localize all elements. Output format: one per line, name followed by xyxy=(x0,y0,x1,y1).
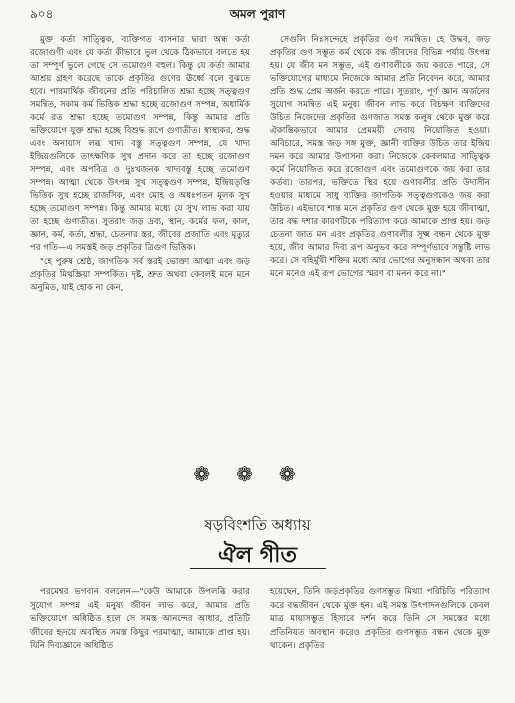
paragraph: হয়েছেন, তিনি জড়প্রকৃতির গুণসম্ভূত মিথ্যা পরিচিতি পরিত্যাগ করে বদ্ধজীবন থেকে মুক্ত হন। এই সমস্ত উৎপাদনগুলিকে কেবল মাত্র মায়াসম্ভূত হিসাবে দর্শন করে তিনি সে সমস্তের মধ্যে প্রতিনিয়ত অবস্থান করেও প্রকৃতির গুণসম্ভূত বন্ধন থেকে মুক্ত থাকেন। প্রকৃতির xyxy=(270,587,490,651)
ornament-divider: ❁❁❁ xyxy=(193,462,322,486)
left-column xyxy=(30,586,250,654)
title-underline xyxy=(190,568,326,569)
right-column xyxy=(270,586,490,654)
paragraph: মুক্ত কর্তা সাত্ত্বিক, ব্যক্তিগত বাসনার দ্বারা অন্ধ কর্তা রজোগুণী এবং যে কর্তা কীভাবে ভুল থেকে ঠিকভাবে বলতে হয় তা সম্পূর্ণ ভুলে গেছে সে তমোগুণ বহুল। কিন্তু যে কর্তা আমার আশ্রয় গ্রহণ করেছে তাকে প্রকৃতির গুণের ঊর্ধ্বে বলে বুঝতে হবে। পারমার্থিক জীবনের প্রতি পরিচালিত শ্রদ্ধা হচ্ছে সত্ত্বগুণ সমন্বিত, সকাম কর্ম ভিত্তিক শ্রদ্ধা হচ্ছে রজোগুণ সম্পন্ন, অধার্মিক কর্মে রত শ্রদ্ধা হচ্ছে তমোগুণ সম্পন্ন, কিন্তু আমার প্রতি ভক্তিযোগে যুক্ত শ্রদ্ধা হচ্ছে বিশুদ্ধ রূপে গুণাতীত। স্বাস্থ্যকর, শুদ্ধ এবং অনায়াস লব্ধ খাদ্য বস্তু সত্ত্বগুণ সম্পন্ন, যে খাদ্য ইন্দ্রিয়গুলিকে তাৎক্ষণিক সুখ প্রদান করে তা হচ্ছে রজোগুণ সম্পন্ন, এবং অপবিত্র ও দুঃখজনক খাদ্যবস্তু হচ্ছে তমোগুণ সম্পন্ন। আত্মা থেকে উৎপন্ন সুখ সত্ত্বগুণ সম্পন্ন, ইন্দ্রিয়তৃপ্তি ভিত্তিক সুখ হচ্ছে রাজসিক, এবং মোহ ও অধঃপতন মূলক সুখ হচ্ছে তমোগুণ সম্পন্ন। কিন্তু আমার মধ্যে যে সুখ লাভ করা যায় তা হচ্ছে গুণাতীত। সুতরাং জড় দ্রব্য, স্থান, কর্মের ফল, কাল, জ্ঞান, কর্ম, কর্তা, শ্রদ্ধা, চেতনার স্তর, জীবের প্রজাতি এবং মৃত্যুর পর গতি—এ সমস্তই জড় প্রকৃতির ত্রিগুণ ভিত্তিক। xyxy=(30,35,250,253)
page-header xyxy=(30,6,485,24)
running-title: অমল পুরাণ xyxy=(229,7,286,21)
right-column xyxy=(270,34,490,281)
chapter-number: ষড়বিংশতি অধ্যায় xyxy=(204,516,311,534)
paragraph: "হে পুরুষ শ্রেষ্ঠ, জাগতিক সর্ব স্তরই ভোক্তা আত্মা এবং জড় প্রকৃতির মিথস্ক্রিয়া সম্পর্কিত। দৃষ্ট, শ্রুত অথবা কেবলই মনে মনে অনুমিত, যাই হোক না কেন, xyxy=(30,257,250,293)
paragraph: সেগুলি নিঃসন্দেহে প্রকৃতির গুণ সমন্বিত। হে উদ্ধব, জড় প্রকৃতির গুণ সম্ভূত কর্ম থেকে বদ্ধ জীবদের বিভিন্ন পর্যায় উৎপন্ন হয়। যে জীব মন সম্ভূত, এই গুণাবলীকে জয় করতে পারে, সে ভক্তিযোগের মাধ্যমে নিজেকে আমার প্রতি নিবেদন করে, আমার প্রতি শুদ্ধ প্রেম অর্জন করতে পারে। সুতরাং, পূর্ণ জ্ঞান অর্জনের সুযোগ সমন্বিত এই মনুষ্য জীবন লাভ করে বিচক্ষণ ব্যক্তিদের উচিত নিজেদের প্রকৃতির গুণজাত সমস্ত কলুষ থেকে মুক্ত করে ঐকান্তিকভাবে আমার প্রেমময়ী সেবায় নিয়োজিত হওয়া। অবিচারে, সমস্ত জড় সঙ্গ মুক্ত, জ্ঞানী ব্যক্তির উচিত তার ইন্দ্রিয় দমন করে আমার উপাসনা করা। নিজেকে কেবলমাত্র সাত্ত্বিক কর্মে নিয়োজিত করে রজোগুণ এবং তমোগুণকে জয় করা তার কর্তব্য। তারপর, ভক্তিতে স্থির হয়ে গুণাবলীর প্রতি উদাসীন হওয়ার মাধ্যমে সাধু ব্যক্তির জাগতিক সত্ত্বগুণকেও জয় করা উচিত। এইভাবে শান্ত মনে প্রকৃতির গুণ থেকে মুক্ত হয়ে জীবাত্মা, তার বদ্ধ দশার কারণটিকে পরিত্যাগ করে আমাকে প্রাপ্ত হয়। জড় চেতনা জাত মন এবং প্রকৃতির গুণাবলীর সূক্ষ্ম বন্ধন থেকে মুক্ত হয়ে, জীব আমার দিব্য রূপ অনুভব করে সম্পূর্ণভাবে সন্তুষ্টি লাভ করে। সে বহির্মুখী শক্তির মধ্যে আর ভোগের অনুসন্ধান অথবা তার মনে মনেও এই রূপ ভোগের স্মরণ বা মনন করে না।" xyxy=(270,35,490,279)
top-text-columns xyxy=(30,34,490,444)
chapter-title: ঐল গীত xyxy=(218,542,297,568)
paragraph: পরমেশ্বর ভগবান বললেন—"কেউ আমাকে উপলব্ধি করার সুযোগ সম্পন্ন এই মনুষ্য জীবন লাভ করে, আমার প্রতি ভক্তিযোগে অধিষ্ঠিত হলে সে সমস্ত আনন্দের আধার, প্রতিটি জীবের হৃদয়ে অবস্থিত সমস্ত কিছুর পরমাত্মা, আমাকে প্রাপ্ত হয়। যিনি দিব্যজ্ঞানে অধিষ্ঠিত xyxy=(30,587,250,651)
left-column xyxy=(30,34,250,295)
page-number: ৯০৪ xyxy=(30,7,54,21)
